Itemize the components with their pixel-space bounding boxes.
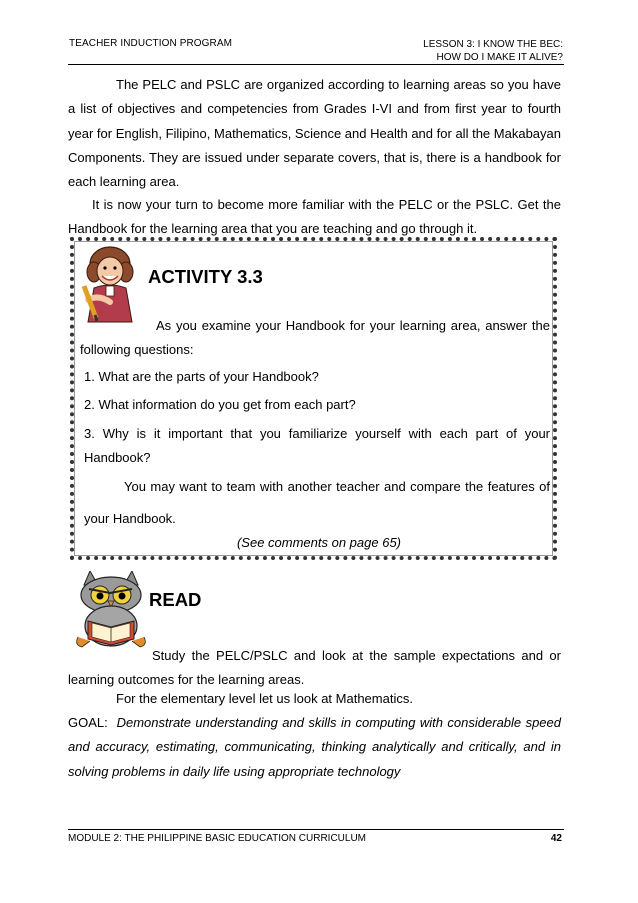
read-paragraph-2: For the elementary level let us look at Mathematics. bbox=[116, 691, 413, 706]
activity-team-note: You may want to team with another teacher and compare the features of your Handbook. bbox=[84, 479, 550, 526]
activity-comments-note: (See comments on page 65) bbox=[236, 535, 402, 550]
teacher-writing-clipart bbox=[80, 244, 142, 324]
activity-title: ACTIVITY 3.3 bbox=[148, 266, 263, 287]
header-lesson-line1: LESSON 3: I KNOW THE BEC: bbox=[423, 39, 563, 50]
page-number: 42 bbox=[550, 833, 562, 844]
header-lesson-line2: HOW DO I MAKE IT ALIVE? bbox=[436, 52, 563, 63]
read-title: READ bbox=[149, 589, 202, 610]
owl-reading-clipart bbox=[70, 571, 152, 651]
read-paragraph-1: Study the PELC/PSLC and look at the sample expectations and or learning outcomes for the learning areas. bbox=[68, 648, 561, 688]
activity-question-2: 2. What information do you get from each part? bbox=[84, 397, 356, 412]
footer-module-title: MODULE 2: THE PHILIPPINE BASIC EDUCATION CURRICULUM bbox=[68, 833, 367, 844]
goal-label: GOAL: bbox=[68, 715, 108, 730]
body-paragraph-2: It is now your turn to become more familiar with the PELC or the PSLC. Get the Handbook for the learning area that you are teaching and go through it. bbox=[68, 197, 561, 237]
header-lesson-title bbox=[423, 38, 563, 64]
goal-statement bbox=[68, 711, 561, 784]
header-program-title: TEACHER INDUCTION PROGRAM bbox=[69, 38, 233, 49]
goal-text: Demonstrate understanding and skills in computing with considerable speed and accuracy, estimating, communicating, thinking analytically and critically, and in solving problems in daily life using appropriate technology bbox=[68, 715, 561, 779]
activity-question-1: 1. What are the parts of your Handbook? bbox=[84, 369, 319, 384]
activity-intro: As you examine your Handbook for your learning area, answer the following questions: bbox=[80, 318, 550, 357]
activity-question-3: 3. Why is it important that you familiarize yourself with each part of your Handbook? bbox=[84, 426, 550, 465]
body-paragraph-1: The PELC and PSLC are organized according to learning areas so you have a list of objectives and competencies from Grades I-VI and from first year to fourth year for English, Filipino, Mathematics, Science and Health and for all the Makabayan Components. They are issued under separate covers, that is, there is a handbook for each learning area. bbox=[68, 77, 561, 190]
header-divider bbox=[68, 64, 564, 65]
footer-divider bbox=[68, 829, 564, 830]
